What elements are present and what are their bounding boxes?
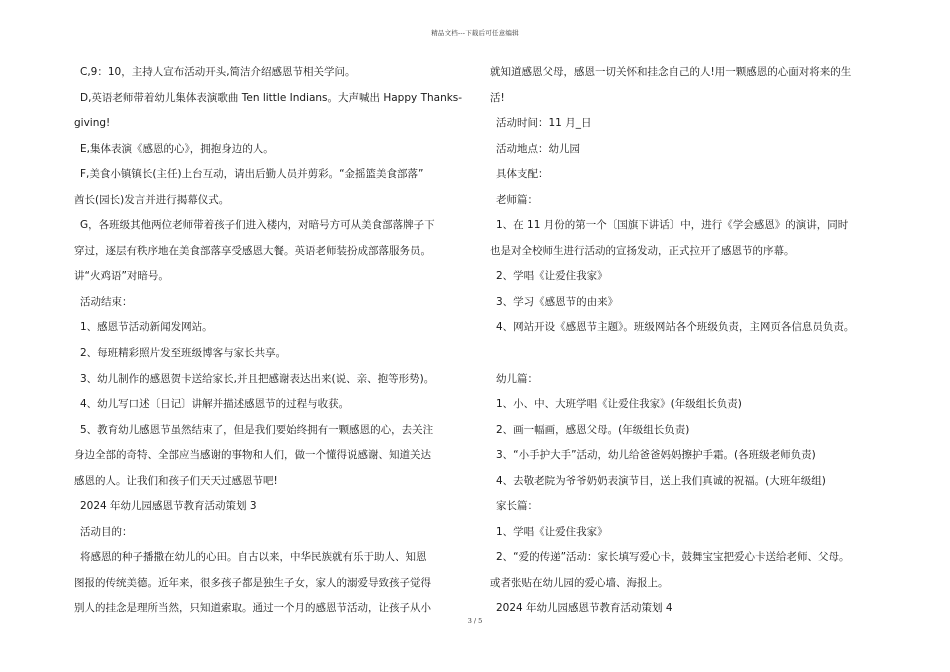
section-heading: 具体支配： — [496, 168, 549, 181]
section-heading: 老师篇： — [496, 193, 538, 206]
section-title: 2024 年幼儿园感恩节教育活动策划 3 — [80, 500, 257, 513]
paragraph-line: 就知道感恩父母，感恩一切关怀和挂念自己的人!用一颗感恩的心面对将来的生 — [490, 66, 852, 78]
paragraph-line: 或者张贴在幼儿园的爱心墙、海报上。 — [490, 576, 669, 589]
paragraph-line: 感恩的人。让我们和孩子们天天过感恩节吧! — [74, 474, 278, 487]
list-item: 2、“爱的传递”活动：家长填写爱心卡，鼓舞宝宝把爱心卡送给老师、父母。 — [496, 551, 850, 564]
section-heading: 家长篇： — [496, 500, 538, 513]
paragraph-line: 讲“火鸡语”对暗号。 — [74, 270, 169, 283]
section-title: 2024 年幼儿园感恩节教育活动策划 4 — [496, 602, 673, 615]
paragraph-line: F,美食小镇镇长(主任)上台互动，请出后勤人员并剪彩。“金摇篮美食部落” — [80, 168, 424, 181]
list-item: 1、感恩节活动新闻发网站。 — [80, 321, 213, 334]
paragraph-line: 将感恩的种子播撒在幼儿的心田。自古以来，中华民族就有乐于助人、知恩 — [80, 551, 427, 564]
paragraph-line: 图报的传统美德。近年来，很多孩子都是独生子女，家人的溺爱导致孩子觉得 — [74, 576, 431, 589]
list-item: 4、去敬老院为爷爷奶奶表演节目，送上我们真诚的祝福。(大班年级组) — [496, 474, 826, 487]
list-item: 4、幼儿写口述〔日记〕讲解并描述感恩节的过程与收获。 — [80, 398, 350, 411]
list-item: 4、网站开设《感恩节主题》。班级网站各个班级负责，主网页各信息员负责。 — [496, 321, 855, 334]
list-item: 5、教育幼儿感恩节虽然结束了，但是我们要始终拥有一颗感恩的心，去关注 — [80, 423, 434, 436]
section-heading: 活动目的： — [80, 525, 133, 538]
list-item: 3、“小手护大手”活动，幼儿给爸爸妈妈擦护手霜。(各班级老师负责) — [496, 449, 816, 462]
list-item: 3、幼儿制作的感恩贺卡送给家长,并且把感谢表达出来(说、亲、抱等形势)。 — [80, 372, 435, 385]
paragraph-line: C,9：10，主持人宣布活动开头,简洁介绍感恩节相关学问。 — [80, 66, 356, 78]
right-column — [490, 60, 890, 622]
left-column — [74, 60, 463, 622]
section-heading: 幼儿篇： — [496, 372, 538, 385]
page-number: 3 / 5 — [467, 617, 483, 625]
list-item: 2、每班精彩照片发至班级博客与家长共享。 — [80, 347, 287, 360]
list-item: 2、画一幅画，感恩父母。(年级组长负责) — [496, 423, 690, 436]
paragraph-line: D,英语老师带着幼儿集体表演歌曲 Ten little Indians。大声喊出 Happy Thanks- — [80, 91, 463, 104]
list-item: 2、学唱《让爱住我家》 — [496, 270, 608, 283]
paragraph-line: E,集体表演《感恩的心》，拥抱身边的人。 — [80, 142, 274, 155]
list-item: 1、小、中、大班学唱《让爱住我家》(年级组长负责) — [496, 398, 742, 411]
list-item: 3、学习《感恩节的由来》 — [496, 295, 619, 308]
paragraph-line: giving! — [74, 117, 111, 130]
list-item: 1、在 11 月份的第一个〔国旗下讲话〕中，进行《学会感恩》的演讲，同时 — [496, 219, 849, 232]
paragraph-line: 别人的挂念是理所当然，只知道索取。通过一个月的感恩节活动，让孩子从小 — [74, 602, 431, 615]
section-heading: 活动结束： — [80, 295, 133, 308]
paragraph-line: 身边全部的奇特、全部应当感谢的事物和人们，做一个懂得说感谢、知道关达 — [74, 449, 431, 462]
paragraph-line: 活动地点：幼儿园 — [496, 142, 580, 155]
paragraph-line: 活动时间：11 月_日 — [496, 117, 592, 130]
paragraph-line: 酋长(园长)发言并进行揭幕仪式。 — [74, 193, 230, 206]
paragraph-line: 活! — [490, 91, 505, 104]
paragraph-line: G，各班级其他两位老师带着孩子们进入楼内，对暗号方可从美食部落牌子下 — [80, 219, 435, 232]
blank-line — [490, 341, 890, 367]
page-header: 精品文档---下载后可任意编辑 — [431, 29, 519, 37]
list-item: 1、学唱《让爱住我家》 — [496, 525, 608, 538]
paragraph-line: 也是对全校师生进行活动的宣扬发动，正式拉开了感恩节的序幕。 — [490, 244, 795, 257]
paragraph-line: 穿过，逐层有秩序地在美食部落享受感恩大餐。英语老师装扮成部落服务员。 — [74, 244, 431, 257]
